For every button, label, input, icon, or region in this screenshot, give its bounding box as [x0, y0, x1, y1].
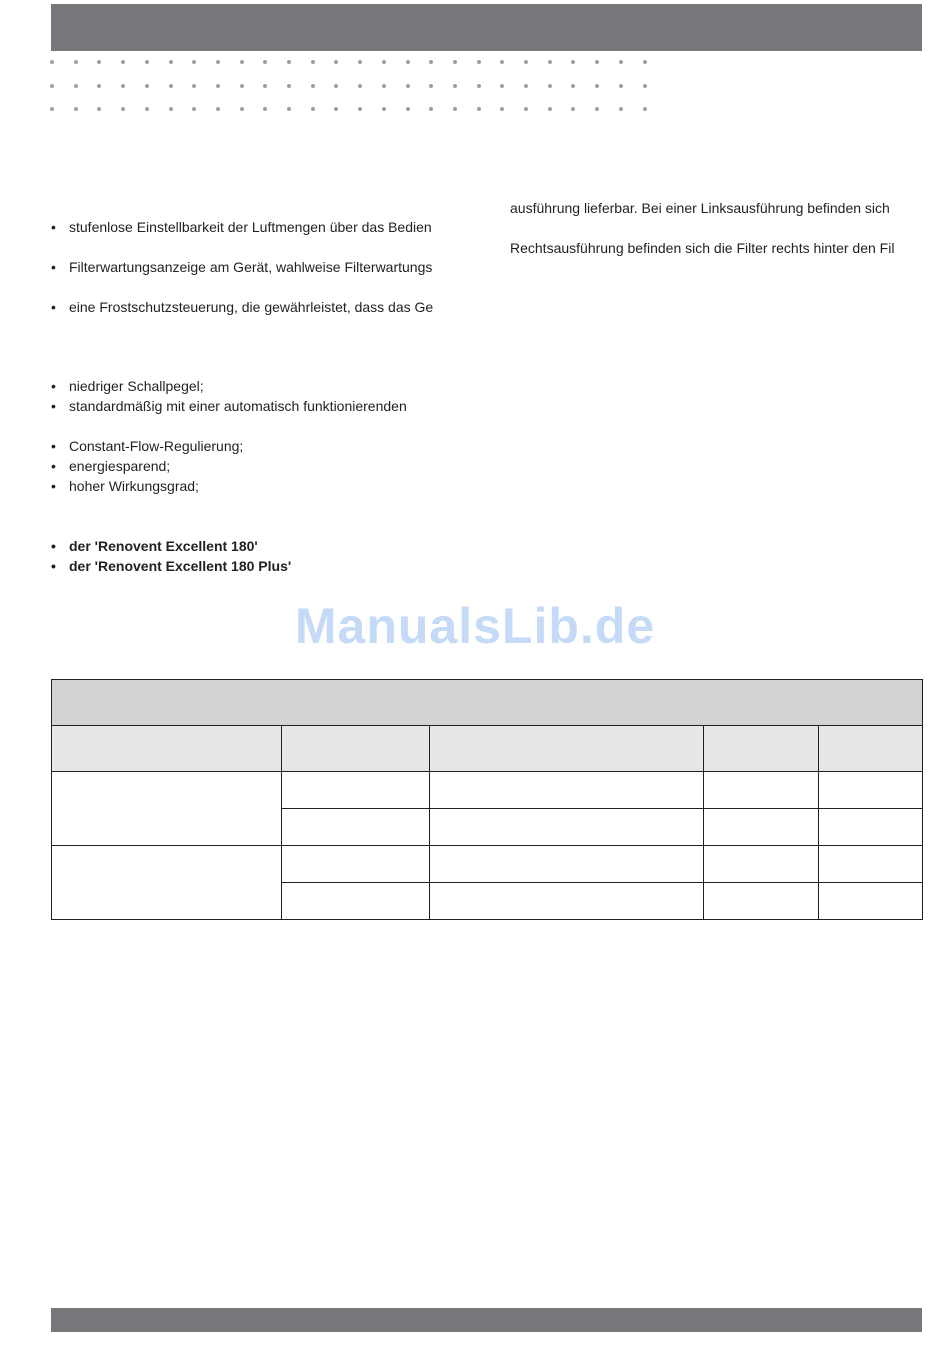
bullet-icon: •	[51, 378, 56, 394]
dot-icon	[571, 107, 575, 111]
dot-icon	[169, 84, 173, 88]
dot-icon	[595, 84, 599, 88]
dot-icon	[121, 107, 125, 111]
table-row	[52, 846, 923, 883]
dot-icon	[334, 84, 338, 88]
dot-icon	[453, 60, 457, 64]
table-header-cell	[819, 726, 923, 772]
table-cell	[430, 809, 704, 846]
dot-icon	[145, 84, 149, 88]
dot-icon	[524, 107, 528, 111]
table-header-cell	[52, 726, 282, 772]
dot-icon	[50, 84, 54, 88]
table-cell	[282, 846, 430, 883]
dot-icon	[216, 60, 220, 64]
table-cell	[819, 846, 923, 883]
table-cell	[704, 772, 819, 809]
dot-icon	[358, 84, 362, 88]
table-cell	[819, 883, 923, 920]
dot-icon	[74, 107, 78, 111]
dot-icon	[382, 107, 386, 111]
dot-icon	[643, 84, 647, 88]
dot-icon	[145, 60, 149, 64]
table-cell	[430, 846, 704, 883]
table-title-row	[52, 680, 923, 726]
dot-icon	[406, 60, 410, 64]
decorative-dot-grid	[50, 60, 650, 116]
bullet-icon: •	[51, 219, 56, 235]
table-cell	[282, 809, 430, 846]
dot-icon	[429, 107, 433, 111]
dot-icon	[74, 60, 78, 64]
dot-icon	[74, 84, 78, 88]
dot-icon	[263, 107, 267, 111]
dot-icon	[500, 60, 504, 64]
bullet-icon: •	[51, 538, 56, 554]
dot-icon	[358, 107, 362, 111]
dot-icon	[548, 107, 552, 111]
dot-icon	[595, 60, 599, 64]
bullet-icon: •	[51, 558, 56, 574]
paragraph-line: Rechtsausführung befinden sich die Filter rechts hinter den Fil	[510, 240, 895, 256]
dot-icon	[477, 60, 481, 64]
dot-icon	[334, 60, 338, 64]
dot-icon	[97, 107, 101, 111]
paragraph-line: ausführung lieferbar. Bei einer Linksausführung befinden sich	[510, 200, 890, 216]
dot-icon	[287, 60, 291, 64]
table-group-cell	[52, 846, 282, 920]
specification-table	[51, 679, 923, 920]
table-cell	[430, 883, 704, 920]
dot-icon	[429, 60, 433, 64]
table-cell	[704, 883, 819, 920]
dot-icon	[263, 60, 267, 64]
dot-icon	[240, 60, 244, 64]
dot-icon	[121, 60, 125, 64]
footer-bar	[51, 1308, 922, 1332]
dot-icon	[358, 60, 362, 64]
dot-icon	[169, 60, 173, 64]
dot-icon	[382, 60, 386, 64]
dot-icon	[429, 84, 433, 88]
dot-icon	[97, 84, 101, 88]
table-group-cell	[52, 772, 282, 846]
bullet-icon: •	[51, 259, 56, 275]
dot-icon	[263, 84, 267, 88]
dot-icon	[406, 84, 410, 88]
table-header-cell	[430, 726, 704, 772]
dot-icon	[97, 60, 101, 64]
dot-icon	[240, 84, 244, 88]
table-row	[52, 772, 923, 809]
dot-icon	[145, 107, 149, 111]
dot-icon	[50, 107, 54, 111]
table-cell	[282, 883, 430, 920]
table-title-cell	[52, 680, 923, 726]
dot-icon	[643, 107, 647, 111]
dot-icon	[334, 107, 338, 111]
dot-icon	[500, 84, 504, 88]
dot-icon	[477, 107, 481, 111]
table-header-cell	[282, 726, 430, 772]
dot-icon	[548, 84, 552, 88]
dot-icon	[619, 107, 623, 111]
bullet-icon: •	[51, 398, 56, 414]
dot-icon	[192, 107, 196, 111]
dot-icon	[287, 84, 291, 88]
dot-icon	[382, 84, 386, 88]
dot-icon	[287, 107, 291, 111]
dot-icon	[595, 107, 599, 111]
table-header-cell	[704, 726, 819, 772]
table-cell	[430, 772, 704, 809]
dot-icon	[643, 60, 647, 64]
dot-icon	[524, 84, 528, 88]
table-cell	[704, 846, 819, 883]
dot-icon	[192, 60, 196, 64]
dot-icon	[216, 107, 220, 111]
dot-icon	[619, 60, 623, 64]
right-text-column	[510, 199, 922, 269]
dot-icon	[477, 84, 481, 88]
dot-icon	[500, 107, 504, 111]
dot-icon	[121, 84, 125, 88]
dot-icon	[571, 84, 575, 88]
dot-icon	[192, 84, 196, 88]
bullet-icon: •	[51, 458, 56, 474]
dot-icon	[311, 107, 315, 111]
bullet-icon: •	[51, 438, 56, 454]
dot-icon	[571, 60, 575, 64]
watermark: ManualsLib.de	[294, 598, 656, 654]
bullet-icon: •	[51, 478, 56, 494]
dot-icon	[311, 60, 315, 64]
dot-icon	[216, 84, 220, 88]
table-cell	[282, 772, 430, 809]
dot-icon	[548, 60, 552, 64]
table-cell	[819, 809, 923, 846]
dot-icon	[240, 107, 244, 111]
bullet-icon: •	[51, 299, 56, 315]
header-bar	[51, 4, 922, 51]
feature-list-column: • stufenlose Einstellbarkeit der Luftmengen über das Bedien • Filterwartungsanzeige am Gerät, wahlweise Filterwartungs • eine Frostschutzsteuerung, die gewährleistet, dass das Ge • niedriger Schallpegel; • standardmäßig mit einer automatisch funktionierenden • Constant-Flow-Regulierung; • energiesparend; • hoher Wirkungsgrad; • der 'Renovent Excellent 180' • der 'Renovent Excellent 180 Plus'	[51, 219, 434, 574]
table-header-row	[52, 726, 923, 772]
dot-icon	[619, 84, 623, 88]
dot-icon	[524, 60, 528, 64]
dot-icon	[406, 107, 410, 111]
dot-icon	[311, 84, 315, 88]
dot-icon	[453, 84, 457, 88]
dot-icon	[50, 60, 54, 64]
table-cell	[704, 809, 819, 846]
dot-icon	[169, 107, 173, 111]
table-cell	[819, 772, 923, 809]
dot-icon	[453, 107, 457, 111]
